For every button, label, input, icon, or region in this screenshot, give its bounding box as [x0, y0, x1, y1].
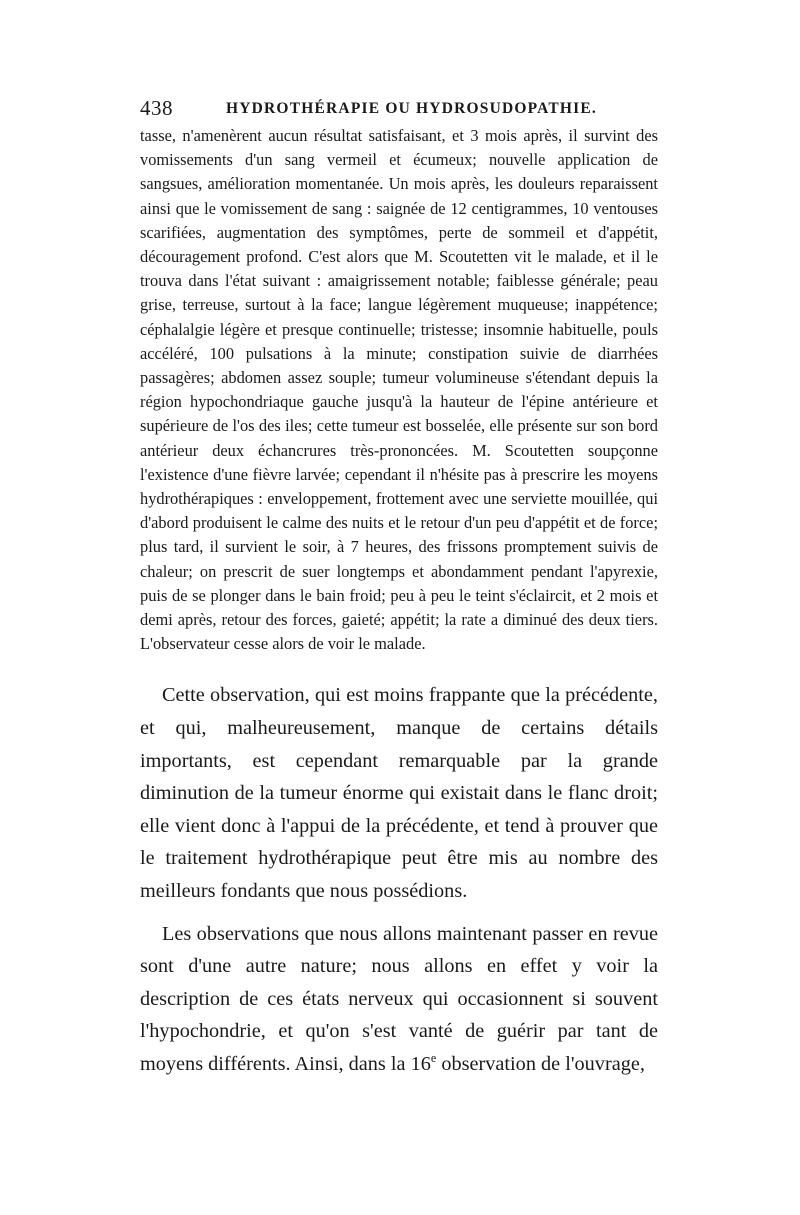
page-header — [140, 96, 658, 122]
book-page — [140, 96, 658, 1081]
next-section-paragraph — [140, 918, 658, 1081]
ordinal-superscript: e — [430, 1051, 437, 1066]
observation-paragraph: tasse, n'amenèrent aucun résultat satisfaisant, et 3 mois après, il survint des vomissements d'un sang vermeil et écumeux; nouvelle application de sangsues, amélioration momentanée. Un mois après, les douleurs reparaissent ainsi que le vomissement de sang : saignée de 12 centigrammes, 10 ventouses scarifiées, augmentation des symptômes, perte de sommeil et d'appétit, découragement profond. C'est alors que M. Scoutetten vit le malade, et il le trouva dans l'état suivant : amaigrissement notable; faiblesse générale; peau grise, terreuse, surtout à la face; langue légèrement muqueuse; inappétence; céphalalgie légère et presque continuelle; tristesse; insomnie habituelle, pouls accéléré, 100 pulsations à la minute; constipation suivie de diarrhées passagères; abdomen assez souple; tumeur volumineuse s'étendant depuis la région hypochondriaque gauche jusqu'à la hauteur de l'épine antérieure et supérieure de l'os des iles; cette tumeur est bosselée, elle présente sur son bord antérieur deux échancrures très-prononcées. M. Scoutetten soupçonne l'existence d'une fièvre larvée; cependant il n'hésite pas à prescrire les moyens hydrothérapiques : enveloppement, frottement avec une serviette mouillée, qui d'abord produisent le calme des nuits et le retour d'un peu d'appétit et de force; plus tard, il survient le soir, à 7 heures, des frissons promptement suivis de chaleur; on prescrit de suer longtemps et abondamment pendant l'apyrexie, puis de se plonger dans le bain froid; peu à peu le teint s'éclaircit, et 2 mois et demi après, retour des forces, gaieté; appétit; la rate a diminué des deux tiers. L'observateur cesse alors de voir le malade. — [140, 126, 658, 654]
paragraph-text-end: observation de l'ouvrage, — [436, 1053, 645, 1075]
commentary-paragraph: Cette observation, qui est moins frappante que la précédente, et qui, malheureusement, manque de certains détails importants, est cependant remarquable par la grande diminution de la tumeur énorme qui existait dans le flanc droit; elle vient donc à l'appui de la précédente, et tend à prouver que le traitement hydrothérapique peut être mis au nombre des meilleurs fondants que nous possédions. — [140, 684, 658, 903]
paragraph-text-start: Les observations que nous allons maintenant passer en revue sont d'une autre nature; nous allons en effet y voir la description de ces états nerveux qui occasionnent si souvent l'hypochondrie, et qu'on s'est vanté de guérir par tant de moyens différents. Ainsi, dans la 16 — [140, 922, 658, 1075]
running-title: HYDROTHÉRAPIE OU HYDROSUDOPATHIE. — [226, 100, 598, 117]
page-number: 438 — [140, 96, 173, 120]
